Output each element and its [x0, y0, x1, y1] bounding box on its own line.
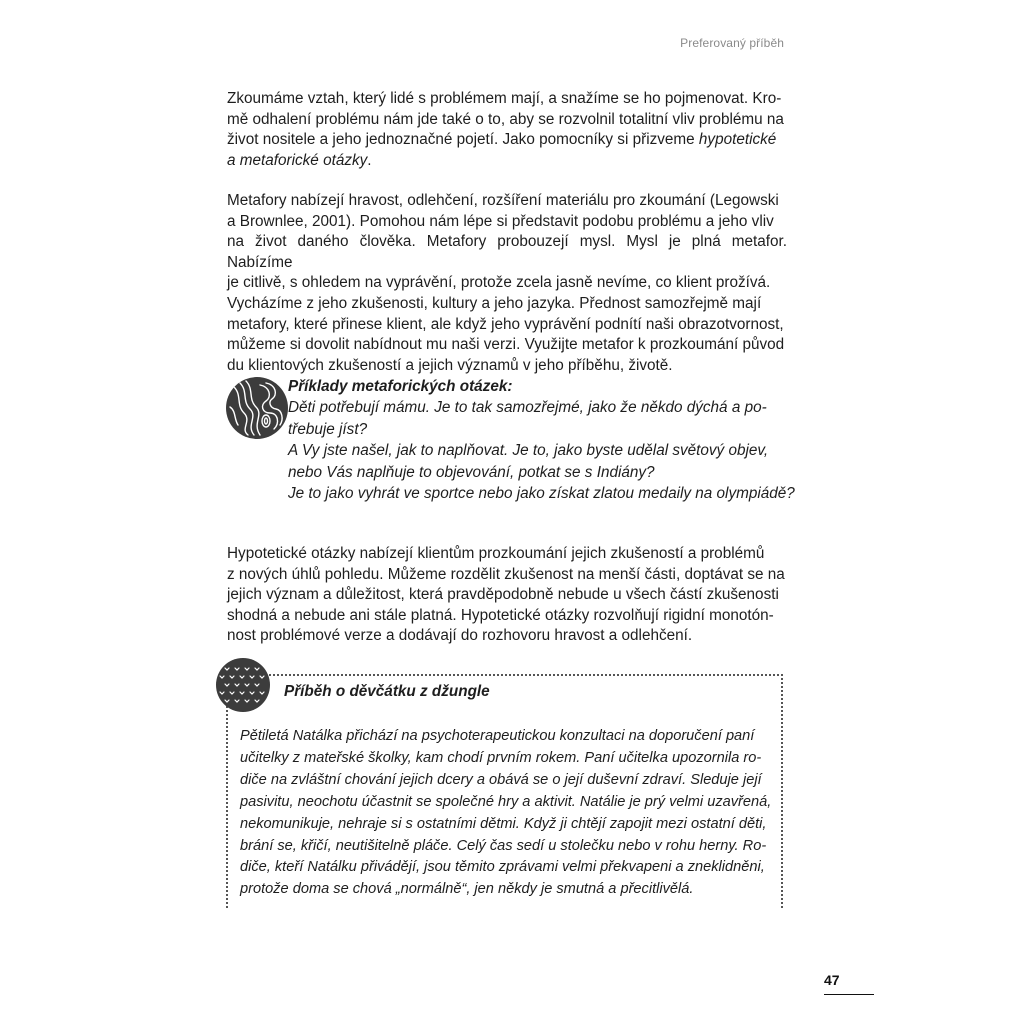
text-line: metafory, které přinese klient, ale když jeho vyprávění podnítí naši obrazotvornost,	[227, 315, 784, 333]
text-segment: .	[367, 151, 372, 169]
story-line: učitelky z mateřské školky, kam chodí prvním rokem. Paní učitelka upozornila ro-	[240, 749, 762, 766]
page-number-rule	[824, 994, 874, 995]
paragraph-hypothetical	[227, 544, 787, 647]
text-line: Hypotetické otázky nabízejí klientům prozkoumání jejich zkušeností a problémů	[227, 545, 765, 562]
text-line: shodná a nebude ani stále platná. Hypotetické otázky rozvolňují rigidní monotón-	[227, 606, 774, 624]
running-head: Preferovaný příběh	[680, 36, 784, 50]
story-line: pasivitu, neochotu účastnit se společné hry a aktivit. Natálie je prý velmi uzavřená,	[240, 793, 772, 810]
story-line: Pětiletá Natálka přichází na psychoterapeutickou konzultaci na doporučení paní	[240, 728, 755, 744]
text-segment: život nositele a jeho jednoznačné pojetí. Jako pomocníky si přizveme	[227, 131, 699, 149]
text-line: je citlivě, s ohledem na vyprávění, protože zcela jasně nevíme, co klient prožívá.	[227, 274, 771, 292]
story-body	[240, 726, 772, 901]
story-line: protože doma se chová „normálně“, jen někdy je smutná a přecitlivělá.	[240, 881, 694, 898]
wood-grain-icon	[226, 377, 288, 439]
page-number: 47	[824, 972, 840, 988]
examples-heading: Příklady metaforických otázek:	[288, 378, 513, 395]
example-line: nebo Vás naplňuje to objevování, potkat se s Indiány?	[288, 463, 655, 481]
emphasis-text: a metaforické otázky	[227, 151, 368, 169]
story-line: diče, kteří Natálku přivádějí, jsou těmito zprávami velmi překvapeni a zneklidněni,	[240, 859, 765, 876]
text-line: mě odhalení problému nám jde také o to, aby se rozvolnil totalitní vliv problému na	[227, 110, 784, 128]
text-line: Vycházíme z jeho zkušenosti, kultury a jeho jazyka. Přednost samozřejmě mají	[227, 294, 762, 312]
text-line: z nových úhlů pohledu. Můžeme rozdělit zkušenost na menší části, doptávat se na	[227, 565, 785, 583]
text-line: du klientových zkušeností a jejich významů v jeho příběhu, životě.	[227, 356, 673, 374]
text-line: Zkoumáme vztah, který lidé s problémem mají, a snažíme se ho pojmenovat. Kro-	[227, 90, 782, 107]
text-line: jejich význam a důležitost, která pravděpodobně nebude u všech částí zkušenosti	[227, 586, 779, 604]
story-line: brání se, křičí, neutišitelně pláče. Celý čas sedí u stolečku nebo v rohu herny. Ro-	[240, 837, 767, 854]
text-line: můžeme si dovolit nabídnout mu naši verzi. Využijte metafor k prozkoumání původ	[227, 336, 785, 354]
text-line-mixed	[227, 151, 787, 172]
example-line: Děti potřebují mámu. Je to tak samozřejmé, jako že někdo dýchá a po-	[288, 399, 767, 417]
metaphor-examples	[288, 376, 795, 504]
text-line: a Brownlee, 2001). Pomohou nám lépe si představit podobu problému a jeho vliv	[227, 212, 774, 230]
paragraph-intro	[227, 89, 787, 171]
story-line: nekomunikuje, nehraje si s ostatními dětmi. Když ji chtějí zapojit mezi ostatní děti,	[240, 815, 767, 832]
paragraph-metaphors	[227, 191, 787, 376]
text-line: nost problémové verze a dodávají do rozhovoru hravost a odlehčení.	[227, 627, 693, 645]
example-line: třebuje jíst?	[288, 420, 368, 438]
text-line-mixed	[227, 130, 787, 151]
example-line: A Vy jste našel, jak to naplňovat. Je to, jako byste udělal světový objev,	[288, 442, 769, 460]
text-line: Metafory nabízejí hravost, odlehčení, rozšíření materiálu pro zkoumání (Legowski	[227, 192, 779, 209]
story-title: Příběh o děvčátku z džungle	[284, 683, 490, 700]
text-line: na život daného člověka. Metafory probouzejí mysl. Mysl je plná metafor. Nabízíme	[227, 233, 787, 271]
story-line: diče na zvláštní chování jejich dcery a obává se o její duševní zdraví. Sleduje její	[240, 771, 762, 788]
example-line: Je to jako vyhrát ve sportce nebo jako získat zlatou medaily na olympiádě?	[288, 485, 795, 503]
heart-pattern-icon	[216, 658, 270, 712]
emphasis-text: hypotetické	[698, 131, 777, 149]
